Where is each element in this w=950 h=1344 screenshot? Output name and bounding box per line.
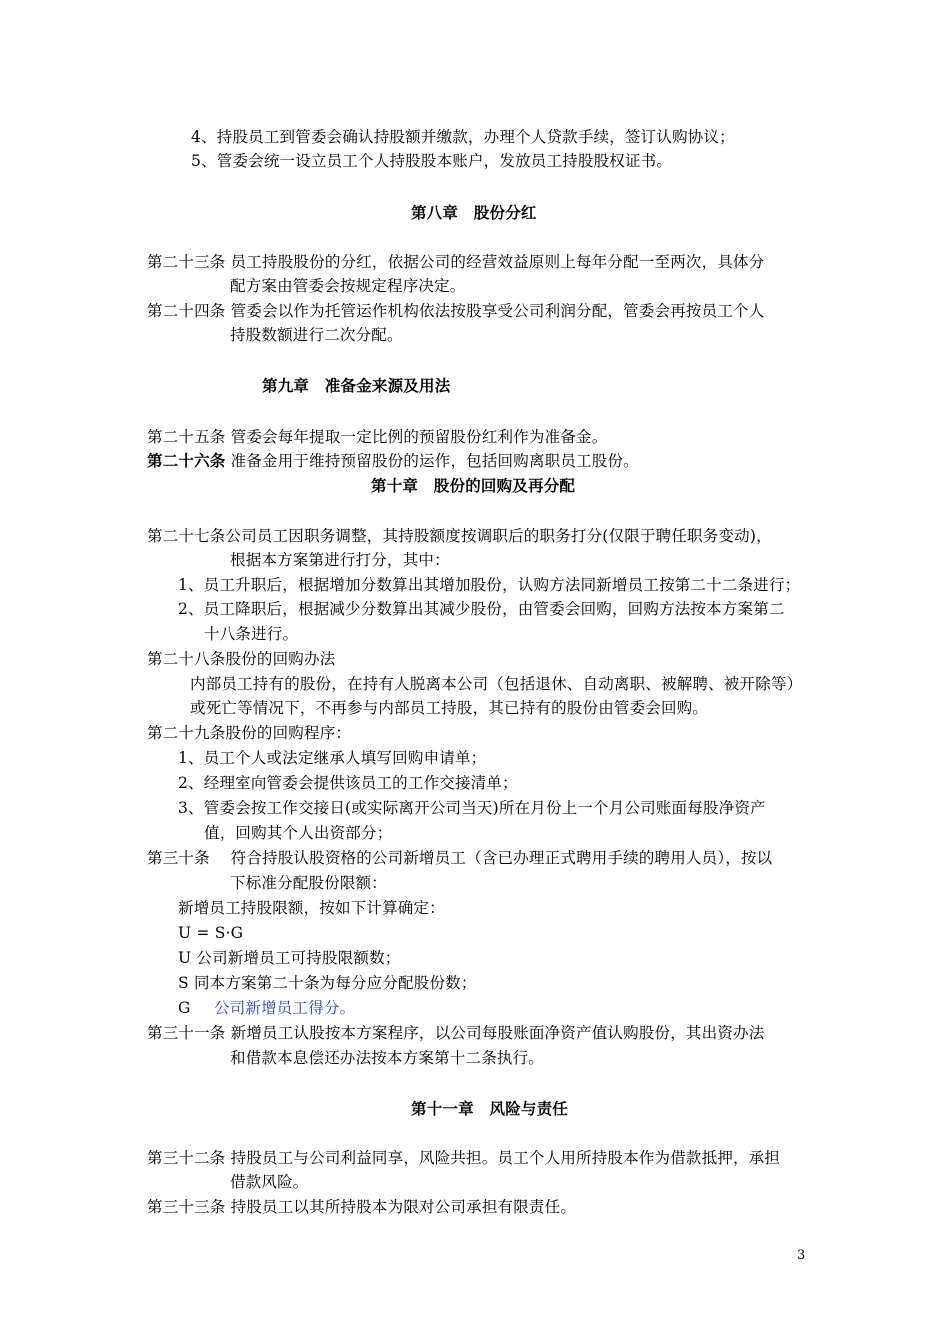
- article-text: 内部员工持有的股份，在持有人脱离本公司（包括退休、自动离职、被解聘、被开除等）: [190, 675, 803, 693]
- chapter-heading: 第九章 准备金来源及用法: [262, 376, 451, 395]
- formula: U = S·G: [178, 924, 244, 942]
- article-text: 第三十二条 持股员工与公司利益同享，风险共担。员工个人用所持股本作为借款抵押，承担: [147, 1149, 781, 1167]
- article-text: 第三十一条 新增员工认股按本方案程序，以公司每股账面净资产值认购股份，其出资办法: [147, 1024, 765, 1042]
- article-text: 或死亡等情况下，不再参与内部员工持股，其已持有的股份由管委会回购。: [190, 699, 709, 717]
- article-text: 第二十七条公司员工因职务调整，其持股额度按调职后的职务打分(仅限于聘任职务变动)，: [147, 527, 772, 545]
- chapter-heading: 第十章 股份的回购及再分配: [371, 476, 576, 495]
- article-text: 第二十三条 员工持股股份的分红，依据公司的经营效益原则上每年分配一至两次，具体分: [147, 253, 765, 271]
- article-text: 第二十八条股份的回购办法: [147, 650, 336, 668]
- article-text: 和借款本息偿还办法按本方案第十二条执行。: [230, 1049, 545, 1067]
- article-text: 根据本方案第进行打分，其中：: [230, 551, 450, 569]
- formula-definition: U 公司新增员工可持股限额数；: [178, 949, 401, 967]
- article-line: [147, 450, 639, 472]
- article-text: 下标准分配股份限额：: [230, 874, 388, 892]
- article-text: 1、员工升职后，根据增加分数算出其增加股份，认购方法同新增员工按第二十二条进行；: [178, 576, 801, 594]
- article-text: 第二十四条 管委会以作为托管运作机构依法按股享受公司利润分配，管委会再按员工个人: [147, 302, 765, 320]
- article-text: 值，回购其个人出资部分；: [204, 824, 393, 842]
- formula-definition-label: G: [178, 999, 191, 1017]
- chapter-heading: 第八章 股份分红: [411, 203, 537, 222]
- article-text: 持股数额进行二次分配。: [230, 326, 403, 344]
- article-text: 十八条进行。: [204, 625, 299, 643]
- article-text: 1、员工个人或法定继承人填写回购申请单；: [178, 749, 487, 767]
- article-text: 3、管委会按工作交接日(或实际离开公司当天)所在月份上一个月公司账面每股净资产: [178, 799, 766, 817]
- formula-definition: S 同本方案第二十条为每分应分配股份数；: [178, 974, 477, 992]
- article-label: 第二十六条: [147, 451, 226, 470]
- article-text: 第三十三条 持股员工以其所持股本为限对公司承担有限责任。: [147, 1198, 577, 1216]
- article-text: 第二十九条股份的回购程序：: [147, 724, 352, 742]
- article-text: 配方案由管委会按规定程序决定。: [230, 277, 466, 295]
- formula-definition-highlighted: 公司新增员工得分。: [214, 999, 356, 1017]
- article-text: 第三十条 符合持股认股资格的公司新增员工（含已办理正式聘用手续的聘用人员），按以: [147, 849, 773, 867]
- article-text: 准备金用于维持预留股份的运作，包括回购离职员工股份。: [225, 452, 639, 470]
- article-text: 借款风险。: [230, 1173, 309, 1191]
- article-text: 第二十五条 管委会每年提取一定比例的预留股份红利作为准备金。: [147, 428, 608, 446]
- article-text: 2、员工降职后，根据减少分数算出其减少股份，由管委会回购，回购方法按本方案第二: [178, 600, 785, 618]
- chapter-heading: 第十一章 风险与责任: [411, 1099, 569, 1118]
- text-line: 5、管委会统一设立员工个人持股股本账户，发放员工持股股权证书。: [191, 152, 673, 170]
- article-text: 2、经理室向管委会提供该员工的工作交接清单；: [178, 774, 518, 792]
- page-number: 3: [797, 1248, 806, 1263]
- article-text: 新增员工持股限额，按如下计算确定：: [178, 899, 445, 917]
- text-line: 4、持股员工到管委会确认持股额并缴款，办理个人贷款手续，签订认购协议；: [191, 128, 735, 146]
